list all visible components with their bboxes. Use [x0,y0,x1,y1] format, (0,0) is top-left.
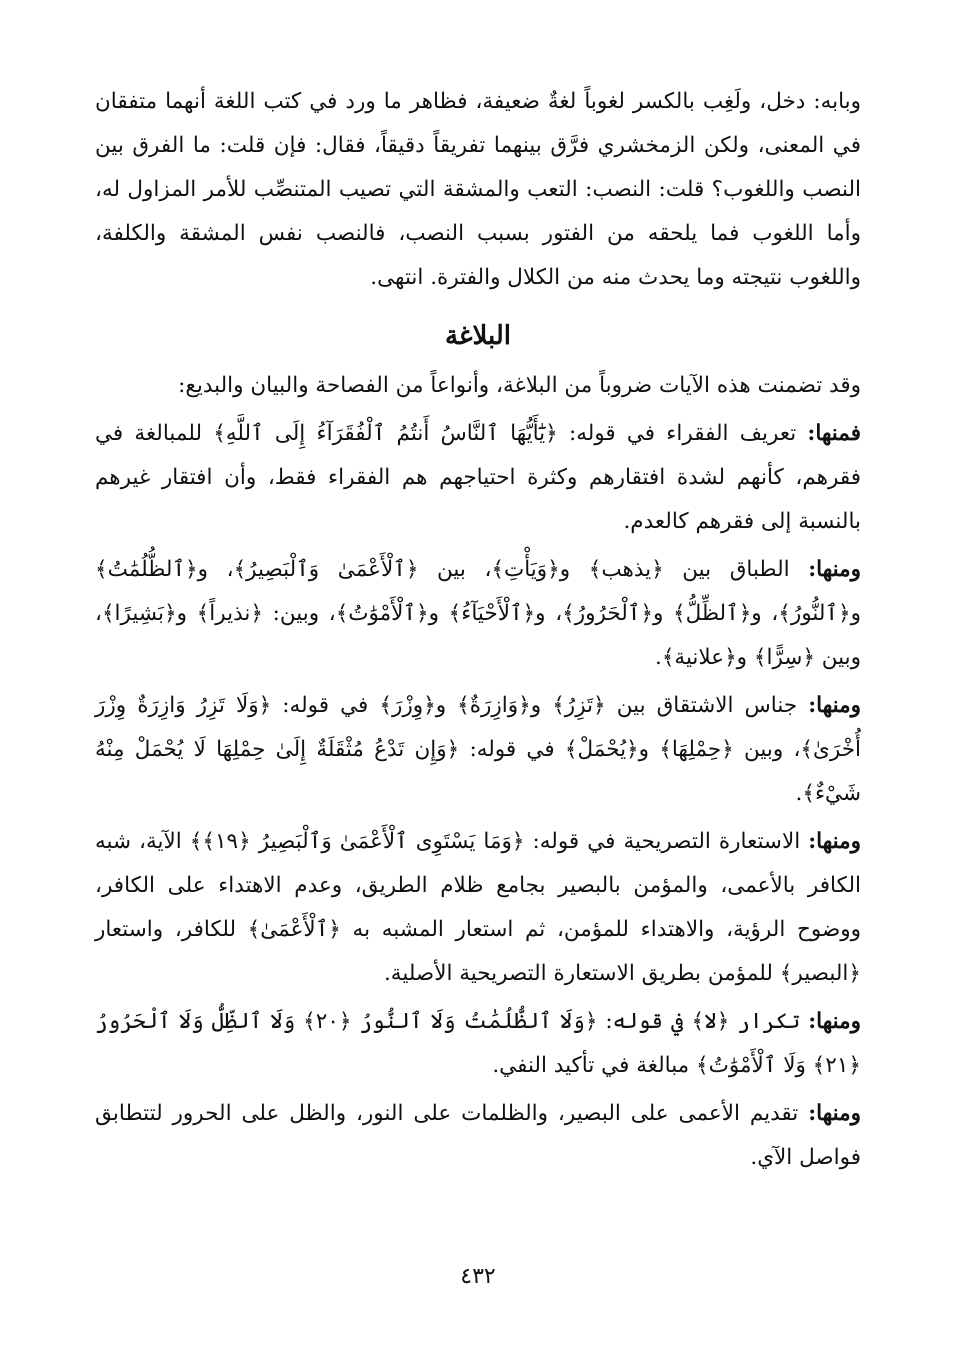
rhetoric-item [95,820,861,996]
item-text: تعريف الفقراء في قوله: ﴿يَٰٓأَيُّهَا ٱلنَّاسُ أَنتُمُ ٱلْفُقَرَآءُ إِلَى ٱللَّهِ﴾ للمبالغة في فقرهم، كأنهم لشدة افتقارهم وكثرة احتياجهم هم الفقراء فقط، وأن افتقار غيرهم بالنسبة إلى فقرهم كالعدم. [95,421,861,534]
item-text: تقديم الأعمى على البصير، والظلمات على النور، والظل على الحرور لتتطابق فواصل الآي. [95,1101,861,1170]
item-text: تكرار ﴿لا﴾ في قوله: ﴿وَلَا ٱلظُّلُمَٰتُ وَلَا ٱلنُّورُ ﴿٢٠﴾ وَلَا ٱلظِّلُّ وَلَا ٱلْحَرُورُ ﴿٢١﴾ وَلَا ٱلْأَمْوَٰتُ﴾ مبالغة في تأكيد النفي. [95,1009,861,1078]
item-lead: ومنها: [808,829,861,854]
item-lead: ومنها: [808,557,861,582]
section-intro: وقد تضمنت هذه الآيات ضروباً من البلاغة، وأنواعاً من الفصاحة والبيان والبديع: [178,373,861,398]
rhetoric-item [95,1092,861,1180]
section-heading: البلاغة [444,321,512,351]
item-lead: فمنها: [807,421,861,446]
item-lead: ومنها: [808,1101,861,1126]
rhetoric-item [95,684,861,816]
item-text: الاستعارة التصريحية في قوله: ﴿وَمَا يَسْتَوِى ٱلْأَعْمَىٰ وَٱلْبَصِيرُ ﴿١٩﴾﴾ الآية، شبه الكافر بالأعمى، والمؤمن بالبصير بجامع ظلام الطريق، وعدم الاهتداء على الكافر، ووضوح الرؤية، والاهتداء للمؤمن، ثم استعار المشبه به ﴿ٱلْأَعْمَىٰ﴾ للكافر، واستعار ﴿البصير﴾ للمؤمن بطريق الاستعارة التصريحية الأصلية. [95,829,861,986]
rhetoric-item [95,548,861,680]
page-content [95,80,861,1184]
item-text: جناس الاشتقاق بين ﴿تَزِرُ﴾ و﴿وَازِرَةٌ﴾ و﴿وِزْرَ﴾ في قوله: ﴿وَلَا تَزِرُ وَازِرَةٌ وِزْرَ أُخْرَىٰ﴾، وبين ﴿حِمْلِهَا﴾ و﴿يُحْمَلْ﴾ في قوله: ﴿وَإِن تَدْعُ مُثْقَلَةٌ إِلَىٰ حِمْلِهَا لَا يُحْمَلْ مِنْهُ شَيْءٌ﴾. [95,693,861,806]
rhetoric-item [95,412,861,544]
item-text: الطباق بين ﴿يذهب﴾ و﴿وَيَأْتِ﴾، بين ﴿ٱلْأَعْمَىٰ وَٱلْبَصِيرُ﴾، و﴿ٱلظُّلُمَٰتُ﴾ و﴿ٱلنُّورُ﴾، و﴿ٱلظِّلُّ﴾ و﴿ٱلْحَرُورُ﴾، و﴿ٱلْأَحْيَآءُ﴾ و﴿ٱلْأَمْوَٰتُ﴾، وبين: ﴿نذيراً﴾ و﴿بَشِيرًا﴾، وبين ﴿سِرًّا﴾ و﴿علانية﴾. [95,557,861,670]
page-number: ٤٣٢ [460,1264,496,1289]
item-lead: ومنها: [808,1009,861,1034]
intro-paragraph: وبابه: دخل، ولَغِب بالكسر لغوباً لغةٌ ضعيفة، فظاهر ما ورد في كتب اللغة أنهما متفقان في المعنى، ولكن الزمخشري فرَّق بينهما تفريقاً دقيقاً، فقال: فإن قلت: ما الفرق بين النصب واللغوب؟ قلت: النصب: التعب والمشقة التي تصيب المتنصِّب للأمر المزاول له، وأما اللغوب فما يلحقه من الفتور بسبب النصب، فالنصب نفس المشقة والكلفة، واللغوب نتيجته وما يحدث منه من الكلال والفترة. انتهى. [95,89,861,290]
rhetoric-item [95,1000,861,1088]
item-lead: ومنها: [808,693,861,718]
